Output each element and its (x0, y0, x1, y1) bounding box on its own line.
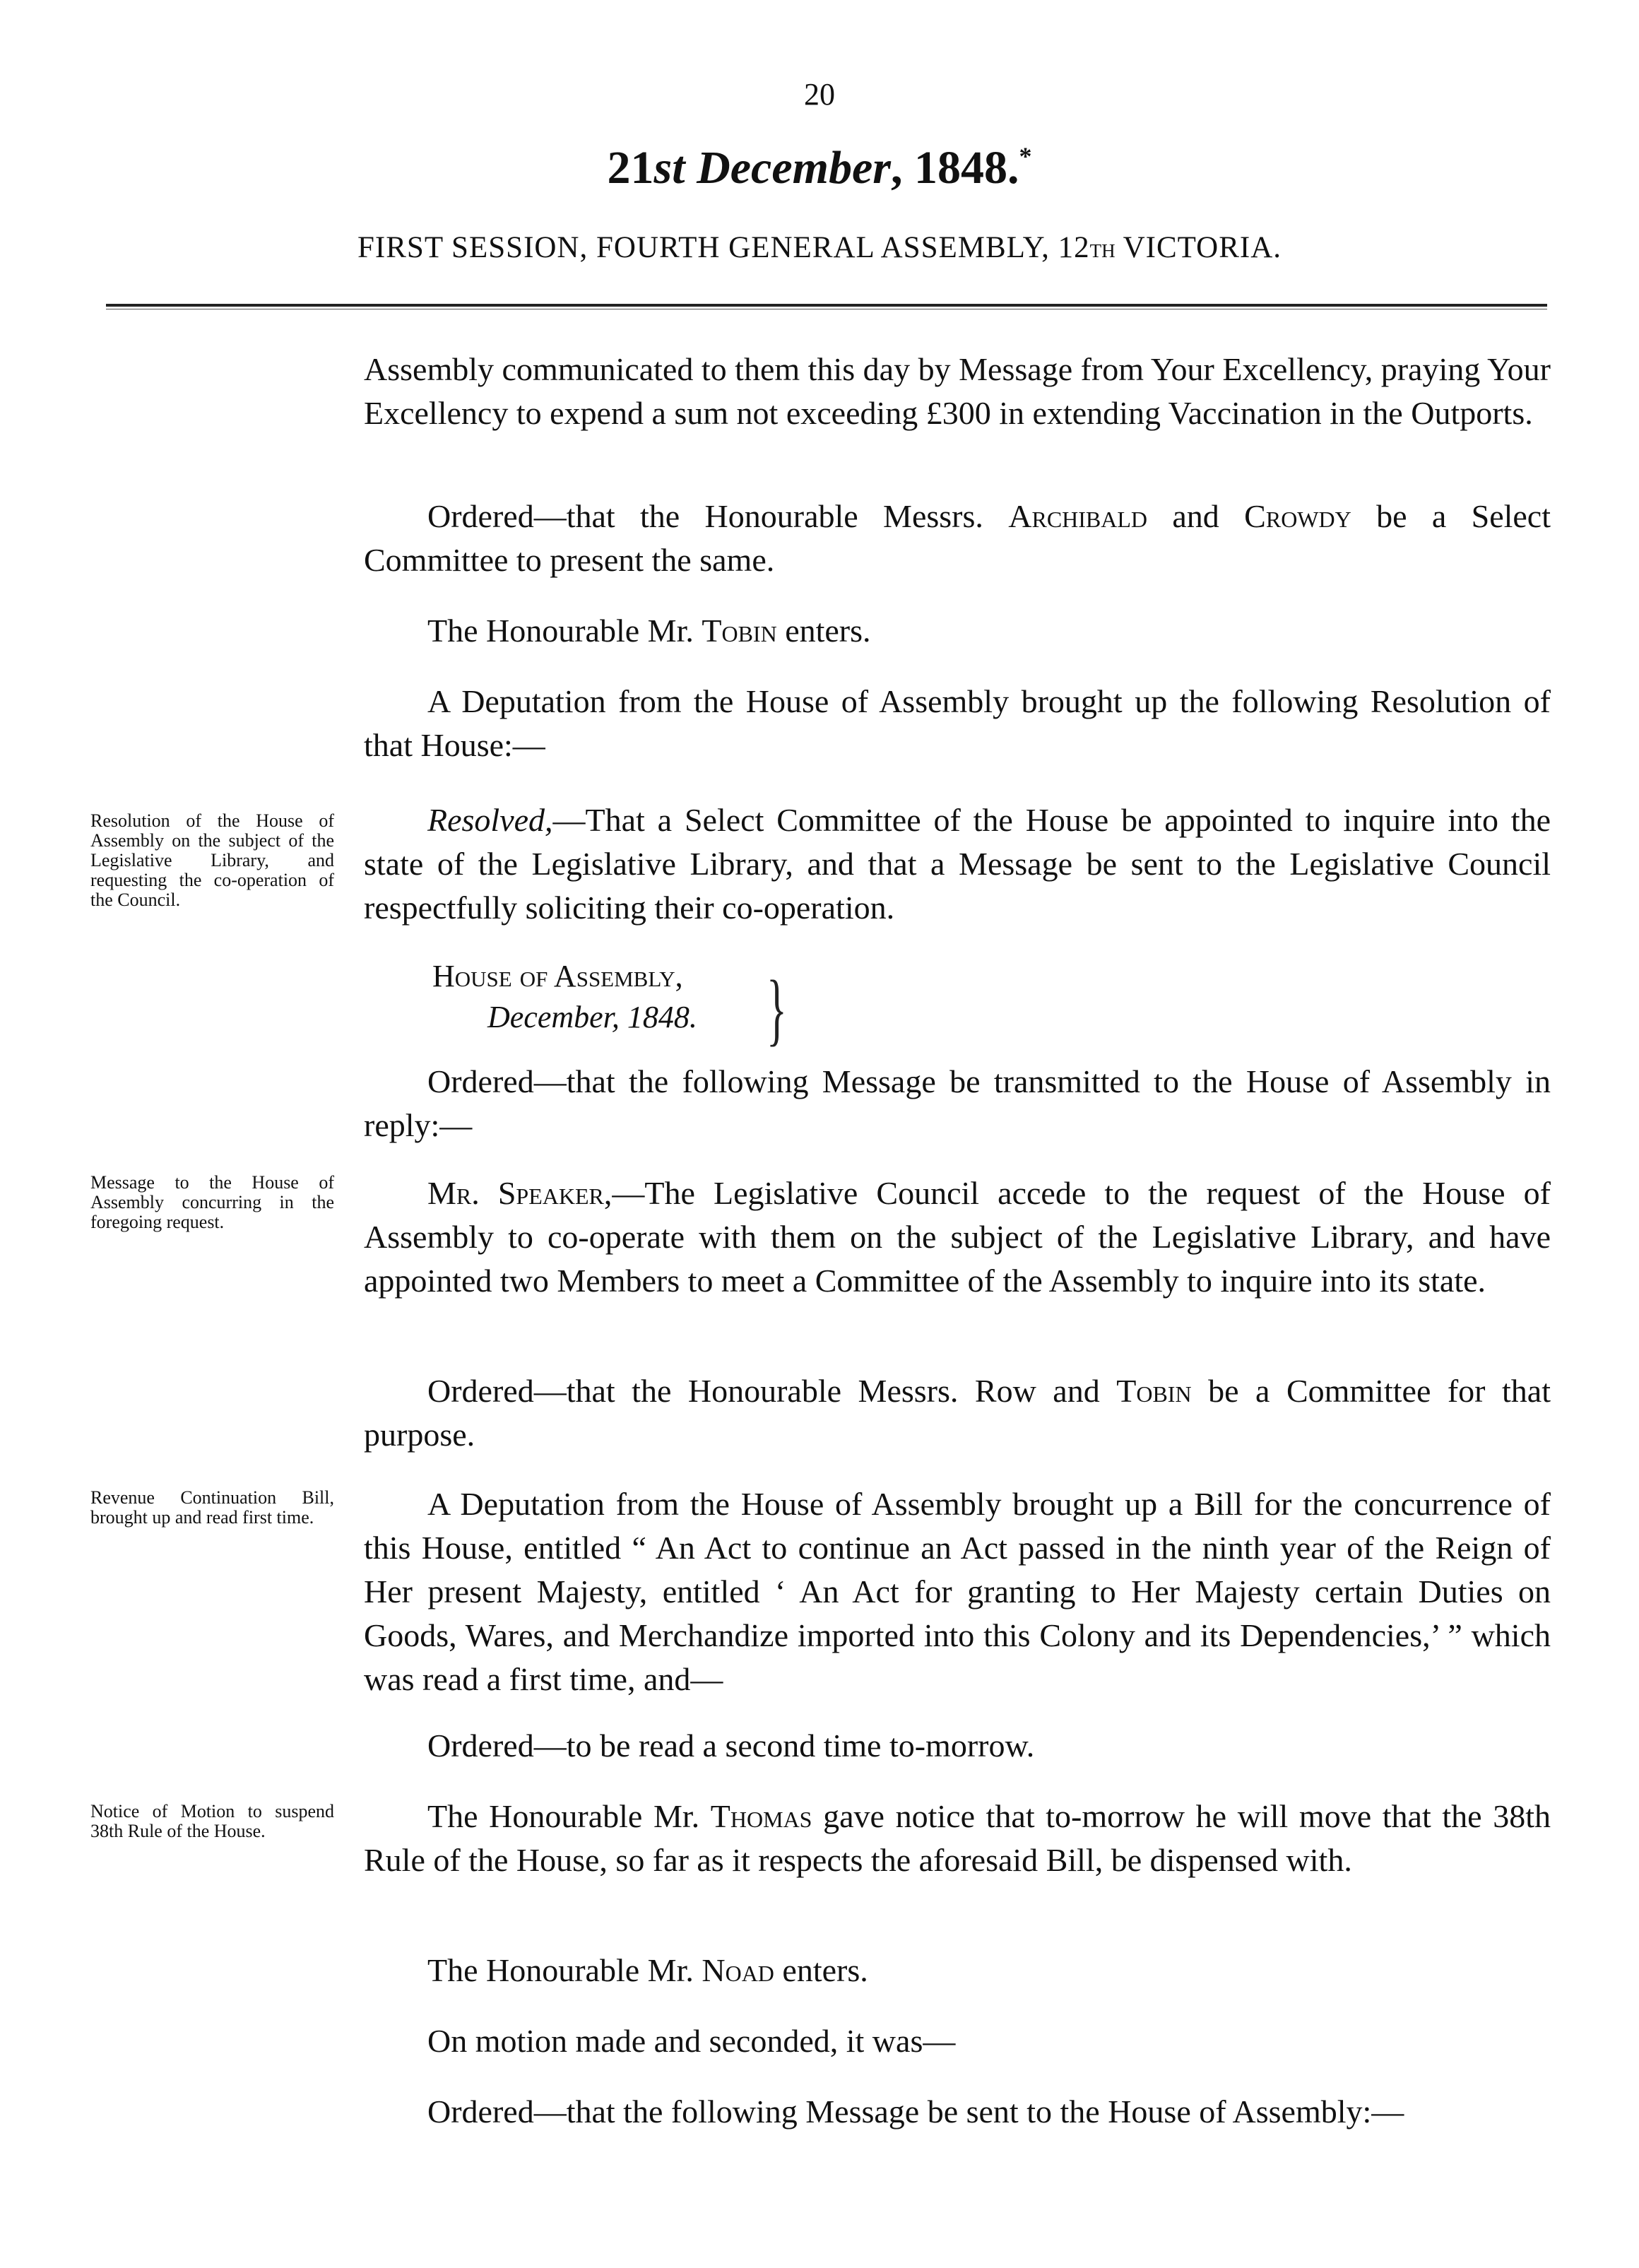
signature-house-of-assembly: House of Assembly, (432, 959, 683, 993)
paragraph-message-reply: Ordered—that the following Message be transmitted to the House of Assembly in reply:— (364, 1063, 1551, 1143)
header-rule (106, 304, 1547, 307)
paragraph-select-committee: Ordered—that the Honourable Messrs. Archibald and Crowdy be a Select Committee to present the same. (364, 498, 1551, 578)
resolved-word: Resolved, (427, 802, 553, 838)
member-name: Tobin (702, 613, 777, 649)
member-name: Archibald (1008, 498, 1148, 534)
date-footnote-mark: * (1019, 142, 1032, 170)
page-number: 20 (804, 77, 835, 112)
speaker-address: Mr. Speaker, (427, 1175, 613, 1211)
margin-note-revenue-bill: Revenue Continuation Bill, brought up and read first time. (90, 1487, 334, 1528)
member-name: Crowdy (1244, 498, 1351, 534)
paragraph-motion: On motion made and seconded, it was— (427, 2023, 956, 2059)
date-ordinal: st (653, 142, 685, 194)
paragraph-vaccination: Assembly communicated to them this day by Message from Your Excellency, praying Your Excellency to expend a sum not exceeding £300 in extending Vaccination in the Outports. (364, 351, 1551, 431)
paragraph-deputation-resolution: A Deputation from the House of Assembly brought up the following Resolution of that House:— (364, 683, 1551, 763)
session-heading (0, 230, 1639, 265)
paragraph-noad-enters: The Honourable Mr. Noad enters. (427, 1952, 868, 1988)
paragraph-committee-row-tobin: Ordered—that the Honourable Messrs. Row and Tobin be a Committee for that purpose. (364, 1373, 1551, 1453)
paragraph-tobin-enters: The Honourable Mr. Tobin enters. (427, 613, 871, 649)
paragraph-speaker-message: Mr. Speaker,—The Legislative Council accede to the request of the House of Assembly to co-operate with them on the subject of the Legislative Library, and have appointed two Members to meet a Committee of the Assembly to inquire into its state. (364, 1175, 1551, 1299)
sitting-date (0, 141, 1639, 195)
member-name: Thomas (710, 1798, 812, 1834)
paragraph-revenue-bill: A Deputation from the House of Assembly brought up a Bill for the concurrence of this House, entitled “ An Act to continue an Act passed in the ninth year of the Reign of Her present Majesty, entitled ‘ An Act for granting to Her Majesty certain Duties on Goods, Wares, and Merchandize imported into this Colony and its Dependencies,’ ” which was read a first time, and— (364, 1486, 1551, 1697)
paragraph-resolved: Resolved,—That a Select Committee of the House be appointed to inquire into the state of the Legislative Library, and that a Message be sent to the Legislative Council respectfully soliciting their co-operation. (364, 802, 1551, 926)
date-day: 21 (607, 142, 654, 194)
session-text-a: FIRST SESSION, FOURTH GENERAL ASSEMBLY, 12 (357, 231, 1090, 264)
date-month: December (697, 142, 891, 194)
paragraph-message-to-assembly: Ordered—that the following Message be sent to the House of Assembly:— (427, 2093, 1404, 2130)
signature-date: December, 1848. (487, 1000, 697, 1034)
date-year: , 1848. (890, 142, 1019, 194)
signature-brace: } (767, 964, 787, 1053)
margin-note-message: Message to the House of Assembly concurring in the foregoing request. (90, 1172, 334, 1232)
paragraph-second-reading: Ordered—to be read a second time to-morrow. (427, 1727, 1035, 1764)
paragraph-notice-of-motion: The Honourable Mr. Thomas gave notice that to-morrow he will move that the 38th Rule of the House, so far as it respects the aforesaid Bill, be dispensed with. (364, 1798, 1551, 1878)
margin-note-notice-of-motion: Notice of Motion to suspend 38th Rule of the House. (90, 1801, 334, 1841)
session-ordinal-suffix: TH (1089, 240, 1116, 261)
member-name: Tobin (1116, 1373, 1192, 1409)
session-text-b: VICTORIA. (1115, 231, 1282, 264)
member-name: Noad (702, 1952, 774, 1988)
margin-note-resolution: Resolution of the House of Assembly on the subject of the Legislative Library, and requesting the co-operation of the Council. (90, 810, 334, 910)
